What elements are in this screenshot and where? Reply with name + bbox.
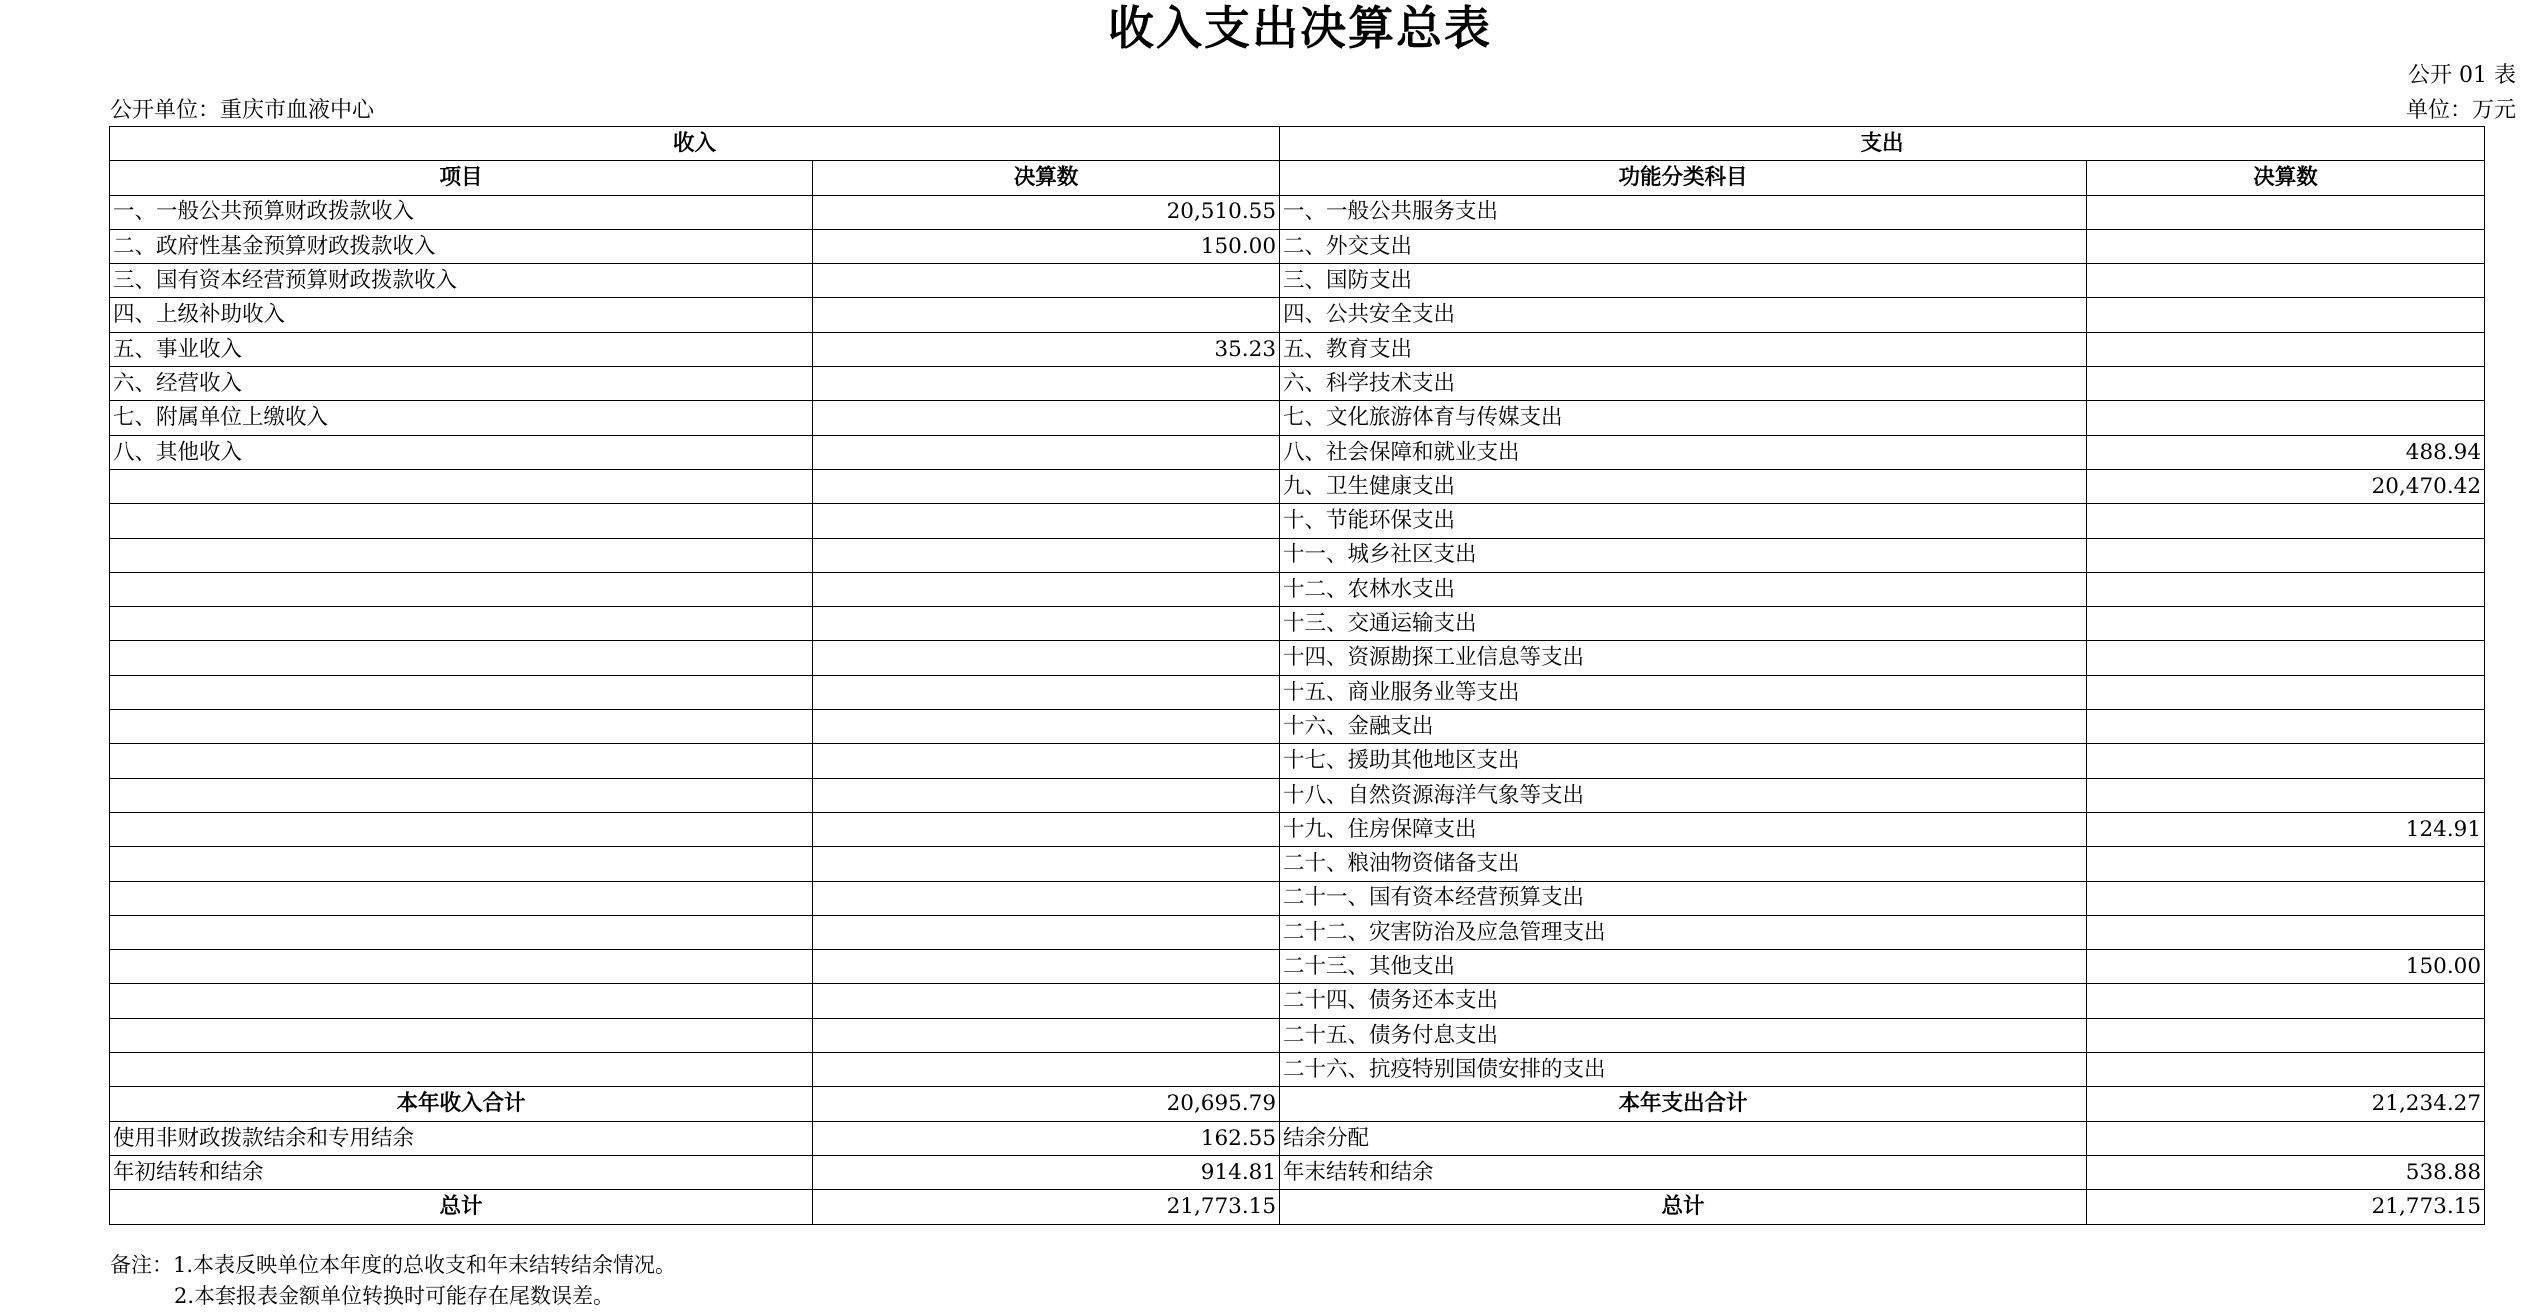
expense-item-cell: 二十三、其他支出 xyxy=(1280,950,2087,984)
distribution-label: 结余分配 xyxy=(1280,1121,2087,1155)
table-row xyxy=(110,881,2485,915)
expense-amount-cell xyxy=(2087,607,2485,641)
expense-amount-cell xyxy=(2087,984,2485,1018)
table-row xyxy=(110,984,2485,1018)
income-amount-cell: 35.23 xyxy=(813,332,1280,366)
expense-amount-cell xyxy=(2087,298,2485,332)
income-amount-cell xyxy=(813,469,1280,503)
expense-item-cell: 十、节能环保支出 xyxy=(1280,504,2087,538)
grand-total-label: 总计 xyxy=(110,1190,813,1224)
expense-amount-cell xyxy=(2087,1018,2485,1052)
income-item-cell xyxy=(110,572,813,606)
income-item-cell xyxy=(110,504,813,538)
income-amount-cell xyxy=(813,881,1280,915)
expense-amount-cell xyxy=(2087,641,2485,675)
column-header-function: 功能分类科目 xyxy=(1280,161,2087,195)
expense-item-cell: 七、文化旅游体育与传媒支出 xyxy=(1280,401,2087,435)
expense-item-cell: 一、一般公共服务支出 xyxy=(1280,195,2087,229)
column-header-row xyxy=(110,161,2485,195)
begin-balance-value: 914.81 xyxy=(813,1155,1280,1189)
expense-item-cell: 三、国防支出 xyxy=(1280,264,2087,298)
table-row xyxy=(110,744,2485,778)
income-amount-cell xyxy=(813,710,1280,744)
income-amount-cell xyxy=(813,812,1280,846)
expense-item-cell: 十二、农林水支出 xyxy=(1280,572,2087,606)
income-amount-cell xyxy=(813,778,1280,812)
expense-amount-cell xyxy=(2087,504,2485,538)
income-amount-cell xyxy=(813,504,1280,538)
income-item-cell xyxy=(110,744,813,778)
income-amount-cell xyxy=(813,984,1280,1018)
table-row xyxy=(110,915,2485,949)
income-item-cell xyxy=(110,778,813,812)
income-amount-cell: 20,510.55 xyxy=(813,195,1280,229)
distribution-value xyxy=(2087,1121,2485,1155)
expense-item-cell: 四、公共安全支出 xyxy=(1280,298,2087,332)
income-amount-cell xyxy=(813,1018,1280,1052)
income-amount-cell xyxy=(813,915,1280,949)
begin-balance-label: 年初结转和结余 xyxy=(110,1155,813,1189)
expense-amount-cell xyxy=(2087,572,2485,606)
table-row xyxy=(110,435,2485,469)
expense-item-cell: 十八、自然资源海洋气象等支出 xyxy=(1280,778,2087,812)
expense-amount-cell xyxy=(2087,229,2485,263)
table-row xyxy=(110,538,2485,572)
table-row xyxy=(110,367,2485,401)
income-item-cell: 七、附属单位上缴收入 xyxy=(110,401,813,435)
table-row xyxy=(110,469,2485,503)
income-item-cell xyxy=(110,538,813,572)
grand-total-label-expense: 总计 xyxy=(1280,1190,2087,1224)
income-amount-cell xyxy=(813,641,1280,675)
column-header-item: 项目 xyxy=(110,161,813,195)
expense-amount-cell xyxy=(2087,332,2485,366)
expense-amount-cell xyxy=(2087,778,2485,812)
table-row xyxy=(110,298,2485,332)
income-amount-cell xyxy=(813,401,1280,435)
table-row xyxy=(110,607,2485,641)
income-item-cell xyxy=(110,950,813,984)
income-amount-cell xyxy=(813,744,1280,778)
expense-item-cell: 五、教育支出 xyxy=(1280,332,2087,366)
income-item-cell xyxy=(110,812,813,846)
expense-amount-cell xyxy=(2087,264,2485,298)
grand-total-row xyxy=(110,1190,2485,1224)
income-item-cell xyxy=(110,847,813,881)
reporting-unit: 公开单位：重庆市血液中心 xyxy=(110,98,375,123)
income-amount-cell xyxy=(813,298,1280,332)
table-row xyxy=(110,675,2485,709)
expense-amount-cell xyxy=(2087,367,2485,401)
income-item-cell xyxy=(110,469,813,503)
income-amount-cell xyxy=(813,367,1280,401)
expense-item-cell: 九、卫生健康支出 xyxy=(1280,469,2087,503)
expense-item-cell: 八、社会保障和就业支出 xyxy=(1280,435,2087,469)
income-amount-cell xyxy=(813,1053,1280,1087)
note-line-1: 备注：1.本表反映单位本年度的总收支和年末结转结余情况。 xyxy=(110,1253,677,1277)
table-row xyxy=(110,229,2485,263)
expense-item-cell: 十七、援助其他地区支出 xyxy=(1280,744,2087,778)
year-total-row xyxy=(110,1087,2485,1121)
table-row xyxy=(110,778,2485,812)
end-balance-label: 年末结转和结余 xyxy=(1280,1155,2087,1189)
income-item-cell xyxy=(110,641,813,675)
income-amount-cell xyxy=(813,572,1280,606)
expense-item-cell: 二十五、债务付息支出 xyxy=(1280,1018,2087,1052)
income-amount-cell xyxy=(813,847,1280,881)
table-row xyxy=(110,504,2485,538)
year-income-value: 20,695.79 xyxy=(813,1087,1280,1121)
income-section-header: 收入 xyxy=(110,127,1280,161)
expense-amount-cell xyxy=(2087,195,2485,229)
expense-item-cell: 二十一、国有资本经营预算支出 xyxy=(1280,881,2087,915)
income-item-cell: 三、国有资本经营预算财政拨款收入 xyxy=(110,264,813,298)
table-row xyxy=(110,195,2485,229)
table-row xyxy=(110,710,2485,744)
expense-item-cell: 二十四、债务还本支出 xyxy=(1280,984,2087,1018)
expense-amount-cell: 488.94 xyxy=(2087,435,2485,469)
income-item-cell: 八、其他收入 xyxy=(110,435,813,469)
expense-item-cell: 十九、住房保障支出 xyxy=(1280,812,2087,846)
expense-item-cell: 二十二、灾害防治及应急管理支出 xyxy=(1280,915,2087,949)
expense-item-cell: 十一、城乡社区支出 xyxy=(1280,538,2087,572)
budget-table xyxy=(109,126,2485,1225)
income-amount-cell: 150.00 xyxy=(813,229,1280,263)
table-row xyxy=(110,812,2485,846)
income-item-cell xyxy=(110,915,813,949)
grand-total-income: 21,773.15 xyxy=(813,1190,1280,1224)
year-income-label: 本年收入合计 xyxy=(110,1087,813,1121)
expense-amount-cell: 124.91 xyxy=(2087,812,2485,846)
year-expense-label: 本年支出合计 xyxy=(1280,1087,2087,1121)
table-row xyxy=(110,641,2485,675)
income-item-cell: 六、经营收入 xyxy=(110,367,813,401)
income-amount-cell xyxy=(813,607,1280,641)
expense-section-header: 支出 xyxy=(1280,127,2485,161)
income-item-cell xyxy=(110,710,813,744)
column-header-amount-expense: 决算数 xyxy=(2087,161,2485,195)
table-row xyxy=(110,401,2485,435)
end-balance-value: 538.88 xyxy=(2087,1155,2485,1189)
income-amount-cell xyxy=(813,538,1280,572)
table-row xyxy=(110,847,2485,881)
income-amount-cell xyxy=(813,675,1280,709)
expense-amount-cell xyxy=(2087,675,2485,709)
notes xyxy=(110,1250,676,1312)
expense-item-cell: 二、外交支出 xyxy=(1280,229,2087,263)
table-row xyxy=(110,572,2485,606)
column-header-amount: 决算数 xyxy=(813,161,1280,195)
currency-unit: 单位：万元 xyxy=(2405,98,2516,123)
table-row xyxy=(110,950,2485,984)
expense-item-cell: 十三、交通运输支出 xyxy=(1280,607,2087,641)
expense-amount-cell xyxy=(2087,915,2485,949)
section-header-row xyxy=(110,127,2485,161)
income-amount-cell xyxy=(813,264,1280,298)
expense-amount-cell xyxy=(2087,847,2485,881)
income-item-cell xyxy=(110,1018,813,1052)
expense-item-cell: 二十、粮油物资储备支出 xyxy=(1280,847,2087,881)
nonfiscal-label: 使用非财政拨款结余和专用结余 xyxy=(110,1121,813,1155)
income-item-cell xyxy=(110,1053,813,1087)
expense-item-cell: 六、科学技术支出 xyxy=(1280,367,2087,401)
nonfiscal-row xyxy=(110,1121,2485,1155)
nonfiscal-value: 162.55 xyxy=(813,1121,1280,1155)
form-number: 公开 01 表 xyxy=(2408,63,2516,88)
expense-amount-cell xyxy=(2087,538,2485,572)
year-expense-value: 21,234.27 xyxy=(2087,1087,2485,1121)
expense-amount-cell xyxy=(2087,401,2485,435)
carryover-row xyxy=(110,1155,2485,1189)
expense-item-cell: 十五、商业服务业等支出 xyxy=(1280,675,2087,709)
income-item-cell xyxy=(110,675,813,709)
table-row xyxy=(110,1018,2485,1052)
income-item-cell xyxy=(110,607,813,641)
expense-amount-cell xyxy=(2087,881,2485,915)
page-title: 收入支出决算总表 xyxy=(1108,1,1492,55)
income-item-cell: 一、一般公共预算财政拨款收入 xyxy=(110,195,813,229)
table-row xyxy=(110,1053,2485,1087)
grand-total-expense: 21,773.15 xyxy=(2087,1190,2485,1224)
expense-item-cell: 十六、金融支出 xyxy=(1280,710,2087,744)
table-row xyxy=(110,264,2485,298)
expense-amount-cell xyxy=(2087,1053,2485,1087)
expense-amount-cell xyxy=(2087,710,2485,744)
expense-item-cell: 十四、资源勘探工业信息等支出 xyxy=(1280,641,2087,675)
income-item-cell: 二、政府性基金预算财政拨款收入 xyxy=(110,229,813,263)
expense-item-cell: 二十六、抗疫特别国债安排的支出 xyxy=(1280,1053,2087,1087)
income-item-cell: 五、事业收入 xyxy=(110,332,813,366)
note-line-2: 2.本套报表金额单位转换时可能存在尾数误差。 xyxy=(174,1284,615,1308)
income-item-cell: 四、上级补助收入 xyxy=(110,298,813,332)
expense-amount-cell: 150.00 xyxy=(2087,950,2485,984)
income-item-cell xyxy=(110,984,813,1018)
table-row xyxy=(110,332,2485,366)
income-item-cell xyxy=(110,881,813,915)
expense-amount-cell: 20,470.42 xyxy=(2087,469,2485,503)
income-amount-cell xyxy=(813,950,1280,984)
income-amount-cell xyxy=(813,435,1280,469)
expense-amount-cell xyxy=(2087,744,2485,778)
